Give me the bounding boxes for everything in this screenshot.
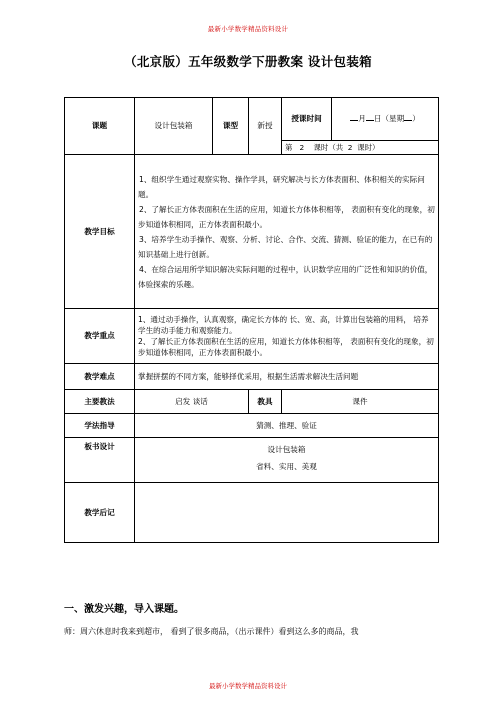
difficulty-label: 教学难点: [65, 364, 135, 390]
objective-item: 4、在综合运用所学知识解决实际问题的过程中，认识数学应用的广泛性和知识的价值，体验探索的乐趣。: [138, 264, 433, 289]
type-value: 新授: [249, 98, 282, 155]
table-row: [65, 438, 439, 483]
aids-value: 课件: [282, 390, 439, 414]
aids-label: 教具: [249, 390, 282, 414]
keypoints-cell: [135, 309, 439, 364]
objective-item: 3、培养学生动手操作、观察、分析、讨论、合作、交流、猜测、验证的能力，在已有的知识基础上进行创新。: [138, 234, 433, 259]
time-label: 授课时间: [282, 98, 332, 141]
keypoints-label: 教学重点: [65, 309, 135, 364]
table-row: [65, 483, 439, 543]
method-value: 启发 谈话: [135, 390, 249, 414]
objectives-cell: [135, 155, 439, 309]
method-label: 主要教法: [65, 390, 135, 414]
table-row: [65, 414, 439, 438]
date-day-char: 日（星期: [373, 114, 405, 124]
section-heading: 一、激发兴趣，导入课题。: [64, 604, 184, 615]
board-label: 板书设计: [65, 438, 135, 483]
date-week-close: ）: [412, 114, 420, 124]
date-week-blank: [404, 120, 412, 121]
table-row: [65, 155, 439, 309]
board-line: 省料、实用、美观: [256, 462, 317, 471]
board-line: 设计包装箱: [267, 445, 306, 454]
footer-note: 最新小学数学精品资料设计: [209, 682, 287, 690]
board-cell: [135, 438, 439, 483]
table-row: [65, 309, 439, 364]
table-row: [65, 364, 439, 390]
objectives-label: 教学目标: [65, 155, 135, 309]
objective-item: 1、组织学生通过观察实物、操作学具，研究解决与长方体表面积、体积相关的实际问题。: [138, 174, 425, 199]
table-row: [65, 98, 439, 141]
learning-value: 猜测、推理、验证: [135, 414, 439, 438]
reflection-label: 教学后记: [65, 483, 135, 543]
reflection-value: [135, 483, 439, 543]
body-paragraph: 师：周六休息时我来到超市， 看到了很多商品，（出示课件）看到这么多的商品，我: [64, 627, 359, 636]
date-field: [332, 98, 439, 141]
type-label: 课型: [213, 98, 249, 155]
date-month-char: 月: [358, 114, 366, 124]
topic-label: 课题: [65, 98, 135, 155]
page-title: （北京版）五年级数学下册教案 设计包装箱: [124, 54, 372, 69]
header-note: 最新小学数学精品资料设计: [207, 25, 289, 33]
topic-value: 设计包装箱: [135, 98, 213, 155]
date-day-blank: [366, 120, 374, 121]
table-row: [65, 390, 439, 414]
keypoint-item: 1、通过动手操作，认真观察，确定长方体的 长、宽、高，计算出包装箱的用料， 培养学生的动手能力和观察能力。: [138, 315, 429, 335]
keypoint-item: 2、了解长正方体表面积在生活的应用，知道长方体体积相等， 表面积有变化的现象，初步知道体积相同，正方体表面积最小。: [138, 337, 434, 357]
period-text: 第 2 课时（共 2 课时）: [282, 141, 439, 155]
learning-label: 学法指导: [65, 414, 135, 438]
difficulty-value: 掌握拼摆的不同方案，能够择优采用，根据生活需求解决生活问题: [135, 364, 439, 390]
lesson-plan-table: [64, 97, 439, 543]
objective-item: 2、了解长正方体表面积在生活的应用，知道长方体体积相等， 表面积有变化的现象，初步知道体积相同，正方体表面积最小。: [138, 204, 435, 229]
